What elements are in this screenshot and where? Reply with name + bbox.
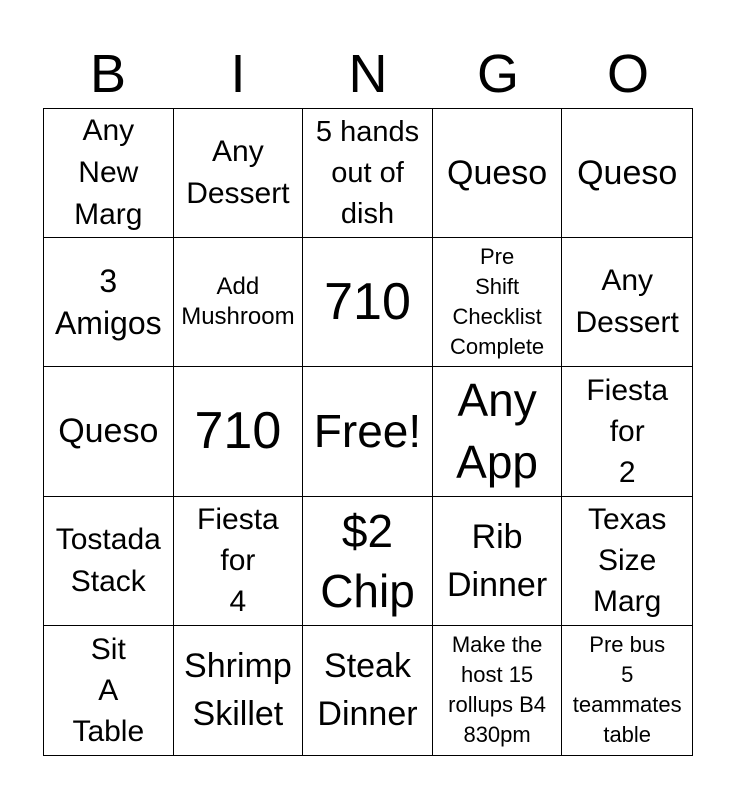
cell-text: Make the host 15 rollups B4 830pm bbox=[448, 632, 547, 748]
bingo-cell[interactable] bbox=[44, 497, 174, 626]
cell-text: Any Dessert bbox=[186, 135, 290, 211]
cell-text: Add Mushroom bbox=[181, 273, 295, 331]
cell-text: Fiesta for 2 bbox=[586, 373, 669, 489]
bingo-cell[interactable] bbox=[433, 238, 563, 367]
bingo-cell[interactable] bbox=[433, 497, 563, 626]
bingo-cell[interactable] bbox=[303, 238, 433, 367]
header-letter-g: G bbox=[476, 44, 519, 104]
bingo-cell[interactable] bbox=[174, 109, 304, 238]
bingo-cell[interactable] bbox=[562, 626, 692, 755]
bingo-cell[interactable] bbox=[562, 238, 692, 367]
cell-text: Any App bbox=[456, 374, 539, 489]
cell-text: Tostada Stack bbox=[55, 522, 161, 598]
bingo-cell[interactable] bbox=[44, 238, 174, 367]
cell-text: Pre Shift Checklist Complete bbox=[450, 244, 545, 360]
cell-text: Free! bbox=[313, 405, 422, 458]
bingo-cell[interactable] bbox=[303, 109, 433, 238]
header-letter-b: B bbox=[89, 44, 127, 104]
cell-text: Shrimp Skillet bbox=[184, 647, 292, 734]
bingo-cell[interactable] bbox=[174, 497, 304, 626]
cell-text: Texas Size Marg bbox=[588, 503, 667, 619]
bingo-cell[interactable] bbox=[562, 367, 692, 496]
cell-text: Any New Marg bbox=[74, 114, 143, 232]
bingo-cell[interactable] bbox=[44, 626, 174, 755]
cell-text: Queso bbox=[58, 412, 159, 451]
bingo-header bbox=[43, 40, 693, 108]
bingo-cell[interactable] bbox=[562, 109, 692, 238]
cell-text: Fiesta for 4 bbox=[197, 503, 279, 619]
cell-text: $2 Chip bbox=[320, 504, 415, 617]
bingo-cell[interactable] bbox=[303, 626, 433, 755]
cell-text: 710 bbox=[324, 273, 411, 332]
bingo-cell[interactable] bbox=[562, 497, 692, 626]
free-space[interactable] bbox=[303, 367, 433, 496]
header-letter-o: O bbox=[606, 44, 649, 104]
bingo-cell[interactable] bbox=[44, 109, 174, 238]
cell-text: Pre bus 5 teammates table bbox=[572, 632, 682, 748]
bingo-cell[interactable] bbox=[174, 626, 304, 755]
bingo-cell[interactable] bbox=[433, 367, 563, 496]
header-letter-i: I bbox=[230, 44, 246, 104]
bingo-cell[interactable] bbox=[174, 367, 304, 496]
cell-text: Any Dessert bbox=[575, 264, 679, 340]
bingo-cell[interactable] bbox=[44, 367, 174, 496]
cell-text: Sit A Table bbox=[72, 632, 145, 748]
bingo-cell[interactable] bbox=[303, 497, 433, 626]
cell-text: Rib Dinner bbox=[447, 517, 548, 604]
cell-text: Steak Dinner bbox=[317, 647, 418, 734]
cell-text: 710 bbox=[194, 402, 282, 461]
header-letter-n: N bbox=[348, 44, 388, 104]
cell-text: 5 hands out of dish bbox=[315, 115, 420, 230]
bingo-cell[interactable] bbox=[433, 109, 563, 238]
cell-text: Queso bbox=[577, 154, 678, 193]
cell-text: Queso bbox=[447, 154, 548, 193]
bingo-grid bbox=[43, 108, 693, 756]
cell-text: 3 Amigos bbox=[54, 263, 162, 342]
bingo-cell[interactable] bbox=[433, 626, 563, 755]
bingo-cell[interactable] bbox=[174, 238, 304, 367]
